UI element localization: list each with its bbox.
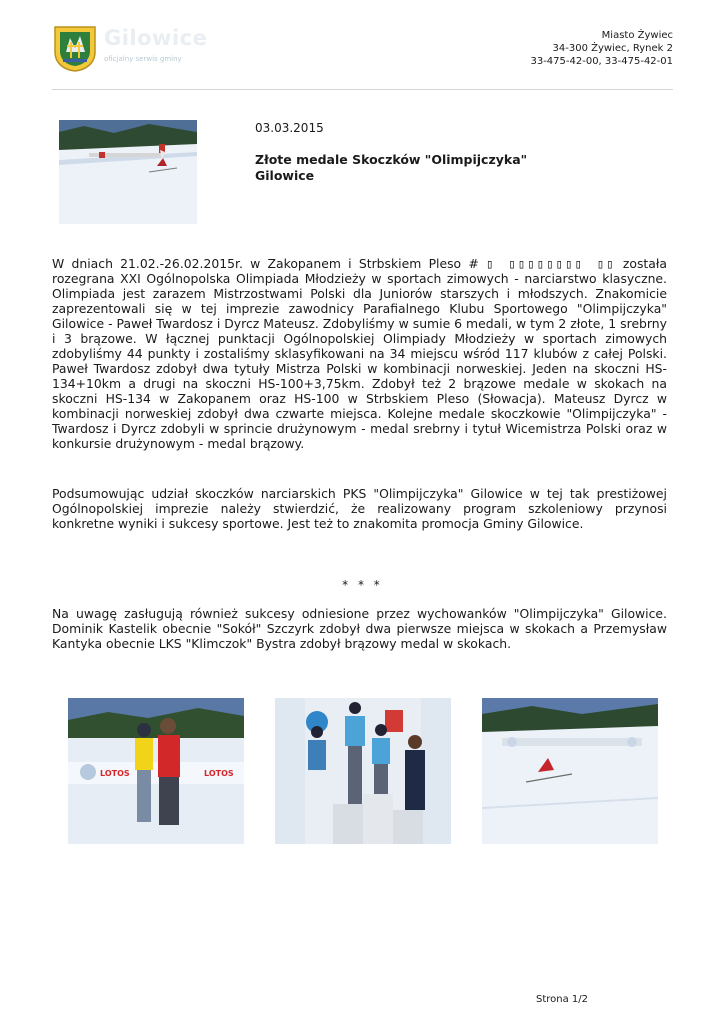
paragraph-text: Na uwagę zasługują również sukcesy odniesione przez wychowanków "Olimpijczyka" Gilowice. Dominik Kastelik obecnie "Sokół" Szczyrk zdobył dwa pierwsze miejsca w skokach a Przemysław Kantyka obecnie LKS "Klimczok" Bystra zdobył brązowy medal w skokach. [52, 606, 667, 651]
address-phone: 33-475-42-00, 33-475-42-01 [530, 56, 673, 67]
paragraph-text: została rozegrana XXI Ogólnopolska Olimpiada Młodzieży w sportach zimowych - narciarstwo klasyczne. Olimpiada jest zarazem Mistrzostwami Polski dla Juniorów starszych i młodszych. Znakomicie zaprezentowali się w tej imprezie zawodnicy Parafialnego Klubu Sportowego "Olimpijczyka" Gilowice - Paweł Twardosz i Dyrcz Mateusz. Zdobyliśmy w sumie 6 medali, w tym 2 złote, 1 srebrny i 3 brązowe. W łącznej punktacji Ogólnopolskiej Olimpiady Młodzieży w sportach zimowych zdobyliśmy 44 punkty i zostaliśmy sklasyfikowani na 34 miejscu wśród 117 klubów z całej Polski. Paweł Twardosz zdobył dwa tytuły Mistrza Polski w kombinacji norweskiej. Jeden na skoczni HS-134+10km a drugi na skoczni HS-100+3,75km. Zdobył też 2 brązowe medale w skokach na skoczni HS-134 w Zakopanem oraz HS-100 w Strbskiem Pleso (Słowacja). Mateusz Dyrcz w kombinacji norweskiej zdobył dwa czwarte miejsca. Kolejne medale skoczkowie "Olimpijczyka" - Twardosz i Dyrcz zdobyli w sprincie drużynowym - medal srebrny i tytuł Wicemistrza Polski oraz w konkursie drużynowym - medal brązowy. [52, 256, 667, 451]
article-title [255, 152, 527, 184]
address-city: Miasto Żywiec [601, 30, 673, 41]
article-main-photo [59, 120, 197, 224]
article-paragraph [52, 256, 667, 451]
page-number: Strona 1/2 [536, 994, 589, 1005]
article-paragraph [52, 486, 667, 531]
coat-of-arms-icon [52, 24, 98, 72]
logo-tagline: oficjalny serwis gminy [104, 55, 182, 63]
article-paragraph [52, 606, 667, 651]
section-separator: * * * [342, 578, 383, 592]
header-address [530, 29, 673, 68]
address-street: 34-300 Żywiec, Rynek 2 [552, 43, 673, 54]
gallery-photo-medal-ceremony[interactable] [275, 698, 451, 844]
article-date: 03.03.2015 [255, 121, 324, 135]
gallery-photo-podium-pair[interactable] [68, 698, 244, 844]
missing-glyph-text: ▯ ▯▯▯▯▯▯▯▯ ▯▯ [486, 256, 616, 271]
logo-name: Gilowice [104, 26, 208, 50]
photo-banner-text: LOTOS [100, 769, 130, 778]
article-title-line: Złote medale Skoczków "Olimpijczyka" [255, 152, 528, 167]
header-divider [52, 89, 673, 90]
article-title-line: Gilowice [255, 168, 315, 183]
photo-banner-text: LOTOS [204, 769, 234, 778]
paragraph-text: Podsumowując udział skoczków narciarskich PKS "Olimpijczyka" Gilowice w tej tak prestiżowej Ogólnopolskiej imprezie należy stwierdzić, że realizowany program szkoleniowy przynosi konkretne wyniki i sukcesy sportowe. Jest też to znakomita promocja Gminy Gilowice. [52, 486, 667, 531]
paragraph-text: W dniach 21.02.-26.02.2015r. w Zakopanem i Strbskiem Pleso # [52, 256, 487, 271]
gallery-photo-ski-jump[interactable] [482, 698, 658, 844]
site-logo[interactable] [52, 24, 208, 74]
